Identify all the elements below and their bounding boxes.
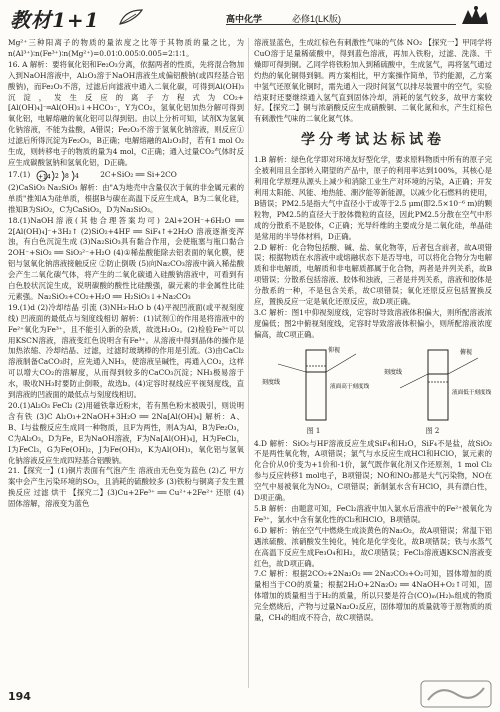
- brand-logo: 教材1+1: [10, 8, 100, 32]
- figure-1-caption: 图 1: [306, 426, 321, 435]
- svg-text:2: 2: [55, 172, 60, 180]
- figure-captions: [254, 426, 492, 437]
- answer-17-formula: [8, 169, 244, 183]
- answer-17-label: 17.(1): [8, 170, 31, 180]
- answer-20: 20.(1)Al₂O₃ FeCl₂ (2)用磁铁靠近粉末，若有黑色粉末被吸引，则说明含有铁 (3)C Al₂O₃+2NaOH+3H₂O ══ 2Na[Al(OH)₄] 解析：A、B、I与盐酸反应生成同一种物质，且F为两性，则A为Al，B为Fe₂O₃，C为Al₂O₃，D为Fe，E为NaOH溶液，F为Na[Al(OH)₄]，H为FeCl₂，I为FeCl₃，G为Fe(OH)₂，J为Fe(OH)₃，K为Al(OH)₃，氧化铝与氢氧化钠溶液反应生成四羟基合铝酸钠。: [8, 401, 244, 465]
- answer-21: 21.【探究一】(1)铜片表面有气泡产生 溶液由无色变为蓝色 (2)乙 甲方案中会产生污染环境的SO₂，且消耗的硫酸较多 (3)铁粉与铜离子发生置换反应 过滤 烘干 【探究二】(3)Cu+2Fe³⁺ ══ Cu²⁺+2Fe²⁺ 还原 (4)固体溶解，溶液变为蓝色: [8, 466, 244, 509]
- svg-text:4: 4: [75, 172, 80, 180]
- test-answer-3: 3.C 解析：图1中仰视刻度线，定容时导致溶液体积偏大，则所配溶液浓度偏低；图2中俯视刻度线，定容时导致溶液体积偏小，则所配溶液浓度偏高，故C项正确。: [254, 307, 492, 339]
- fig1-right-label: 液面高于刻度线: [330, 383, 370, 390]
- test-answer-5: 5.B 解析：由题意可知，FeCl₂溶液中加入氯水后溶液中的Fe²⁺被氧化为Fe³⁺，氯水中含有氯化性的Cl₂和HClO，B项错误。: [254, 504, 492, 524]
- figure-2-caption: 图 2: [425, 426, 440, 435]
- leaf-icon: [118, 8, 144, 26]
- header-book: 必修1(LK版): [292, 14, 342, 24]
- fig2-mid-label: 俯视: [460, 348, 473, 356]
- figure-row: [260, 344, 492, 424]
- left-column: [8, 38, 244, 510]
- test-answer-7: 7.C 解析：根据2CO₂+2Na₂O₂ ══ 2Na₂CO₃+O₂可知，固体增加的质量相当于CO的质量；根据2H₂O+2Na₂O₂ ══ 4NaOH+O₂↑可知，固体增加的质量相当于H₂的质量，所以只要是符合(CO)ₘ(H₂)ₙ组成的物质完全燃烧后，产物与过量Na₂O₂反应，固体增加的质量就等于原物质的质量，CH₄的组成不符合，故C项错误。: [254, 569, 492, 623]
- test-answer-2: 2.D 解析：化合物包括酸、碱、盐、氧化物等，后者包含前者，故A项错误；根据物质在水溶液中或熔融状态下是否导电，可以将化合物分为电解质和非电解质，电解质和非电解质都属于化合物，两者是并列关系，故B项错误；分散系包括溶液、胶体和浊液，三者是并列关系，溶液和胶体是分散系的一种，不是包含关系，故C项错误；氧化还原反应包括置换反应，置换反应一定是氧化还原反应，故D项正确。: [254, 242, 492, 307]
- section-title: 学分考试达标试卷: [301, 132, 445, 149]
- page-number: 194: [8, 690, 31, 703]
- fig2-left-label: 刻度线: [384, 368, 403, 376]
- svg-text:8: 8: [65, 172, 70, 180]
- right-column: [254, 38, 492, 624]
- si-atom-structure-icon: [34, 169, 96, 183]
- fig1-mid-label: 仰视: [328, 346, 341, 354]
- mascot-icon: [458, 4, 492, 28]
- answer-17-equation: 2C+SiO₂ ══ Si+2CO: [100, 170, 177, 180]
- test-answer-4: 4.D 解析：SiO₂与HF溶液反应生成SiF₄和H₂O，SiF₄不是盐，故SiO₂不是两性氧化物，A项错误；氯气与水反应生成HCl和HClO，氯元素的化合价从0价变为+1价和-1价，氯气既作氧化剂又作还原剂，1 mol Cl₂参与反应转移1 mol电子，B项错误；NO和NO₂都是大气污染物，NO在空气中易被氧化为NO₂，C项错误；新制氯水含有HClO，具有漂白性，D项正确。: [254, 438, 492, 503]
- header-rule: [226, 24, 456, 25]
- page-header: [0, 0, 500, 34]
- column-divider: [248, 38, 249, 688]
- header-subject: 高中化学: [226, 14, 263, 24]
- fig1-left-label: 刻度线: [262, 378, 281, 386]
- figure-2-volumetric-flask: [382, 344, 492, 424]
- answer-19: 19.(1)d (2)冷却结晶 引流 (3)NH₃·H₂O b (4)平视凹液面(或平视刻度线) 凹液面的最低点与刻度线相切 解析：(1)试剂①的作用是将溶液中的Fe²⁺氧化为Fe³⁺，且不能引入新的杂质，故选H₂O₂。(2)检验Fe³⁺可以用KSCN溶液，溶液变红色说明含有Fe³⁺。从溶液中得到晶体的操作是加热浓缩、冷却结晶、过滤，过滤时玻璃棒的作用是引流。(3)由CaCl₂溶液制备CaCO₃时，应先通入NH₃，使溶液呈碱性，再通入CO₂，这样可以增大CO₂的溶解度，从而得到较多的CaCO₃沉淀；NH₃极易溶于水，吸收NH₃时要防止倒吸，故选b。(4)定容时视线应平视刻度线，直到溶液的凹液面的最低点与刻度线相切。: [8, 302, 244, 400]
- answer-17-b: (2)CaSiO₃ Na₂SiO₃ 解析：由"A为地壳中含量仅次于氧的非金属元素的单质"推知A为硅单质，根据B与碳在高温下反应生成A，B为二氧化硅，推知B为SiO₂，C为CaSiO₃，D为Na₂SiO₃。: [8, 182, 244, 214]
- answer-carryover: Mg²⁺三种阳离子的物质的量浓度之比等于其物质的量之比，为 n(Al³⁺)∶n(Fe³⁺)∶n(Mg²⁺)=0.01∶0.005∶0.005=2∶1∶1。: [8, 38, 244, 58]
- test-answer-1: 1.B 解析：绿色化学即对环境友好型化学，要求原料物质中所有的原子完全被利用且全部转入期望的产品中，原子的利用率达到100%，其核心是利用化学原理从源头上减少和消除工业生产对环境的污染，A正确；开发利用太阳能、风能、地热能、潮汐能等新能源，以减少化石燃料的使用，B错误；PM2.5是指大气中直径小于或等于2.5 μm(即2.5×10⁻⁶ m)的颗粒物，PM2.5的直径大于胶体微粒的直径，因此PM2.5分散在空气中形成的分散系不是胶体，C正确；光导纤维的主要成分是二氧化硅，单晶硅是常用的半导体材料，D正确。: [254, 155, 493, 241]
- answer-21-continued: 溶液显蓝色，生成红棕色有刺激性气味的气体 NO₂ 【探究一】甲同学将CuO溶于足量稀硫酸中，得到蓝色溶液，再加入铁粉，过滤、洗涤、干燥即可得到铜。乙同学将铁粉加入到稀硫酸中，生成氢气，再将氢气通过灼热的氧化铜得到铜。两方案相比，甲方案操作简单，节约能源，乙方案中氢气还原氧化铜时，需先通入一段时间氢气以排尽装置中的空气，实验结束时还要继续通入氢气直到固体冷却，消耗的氢气较多，故甲方案较好。【探究二】铜与浓硝酸反应生成硝酸铜、二氧化氮和水，产生红棕色有刺激性气味的二氧化氮气体。: [254, 38, 492, 124]
- test-answer-6: 6.D 解析：钠在空气中燃烧生成淡黄色的Na₂O₂，故A项错误；常温下铝遇浓硫酸、浓硝酸发生钝化，钝化是化学变化，故B项错误；铁与水蒸气在高温下反应生成Fe₃O₄和H₂，故C项错误；FeCl₃溶液遇KSCN溶液变红色，故D项正确。: [254, 525, 492, 568]
- figure-1-volumetric-flask: [260, 344, 370, 424]
- answer-16: 16. A 解析：要将氧化铝和Fe₂O₃分离，依据两者的性质，先将混合物加入到NaOH溶液中，Al₂O₃溶于NaOH溶液生成偏铝酸钠(或四羟基合铝酸钠)，而Fe₂O₃不溶，过滤后向滤液中通入二氧化碳，可得到Al(OH)₃沉淀，发生反应的离子方程式为CO₂+[Al(OH)₄]⁻═Al(OH)₃↓+HCO₃⁻，Y为CO₂，氢氧化铝加热分解可得到氧化铝，电解熔融的氧化铝可以得到铝。由以上分析可知，试剂X为氢氧化钠溶液，不能为盐酸，A错误；Fe₂O₃不溶于氢氧化钠溶液，则反应①过滤后所得沉淀为Fe₂O₃，B正确；电解熔融的Al₂O₃时，若有1 mol O₂生成，则转移电子的物质的量为4 mol，C正确；通入过量CO₂气体时反应生成碳酸氢钠和氢氧化铝，D正确。: [8, 59, 244, 167]
- svg-text:+14: +14: [38, 173, 51, 181]
- answer-18: 18.(1)NaOH溶液(其他合理答案均可) 2Al+2OH⁻+6H₂O ══ 2[Al(OH)₄]⁻+3H₂↑ (2)SiO₂+4HF ══ SiF₄↑+2H₂O 溶液逐渐变浑浊，有白色沉淀生成 (3)Na₂SiO₃具有黏合作用，会使瓶塞与瓶口黏合 2OH⁻+SiO₂ ══ SiO₃²⁻+H₂O (4)①稀盐酸能除去铝表面的氧化膜，使铝与氢氧化钠溶液接触反应 ②防止倒吸 (5)向Na₂CO₃溶液中滴入稀盐酸会产生二氧化碳气体，将产生的二氧化碳通入硅酸钠溶液中，可看到有白色胶状沉淀生成，说明碳酸的酸性比硅酸强，碳元素的非金属性比硅元素强。Na₂SiO₃+CO₂+H₂O ══ H₂SiO₃↓+Na₂CO₃: [8, 215, 244, 301]
- watermark-stamp-icon: [420, 680, 492, 708]
- fig2-right-label: 液面低于刻度线: [452, 389, 492, 396]
